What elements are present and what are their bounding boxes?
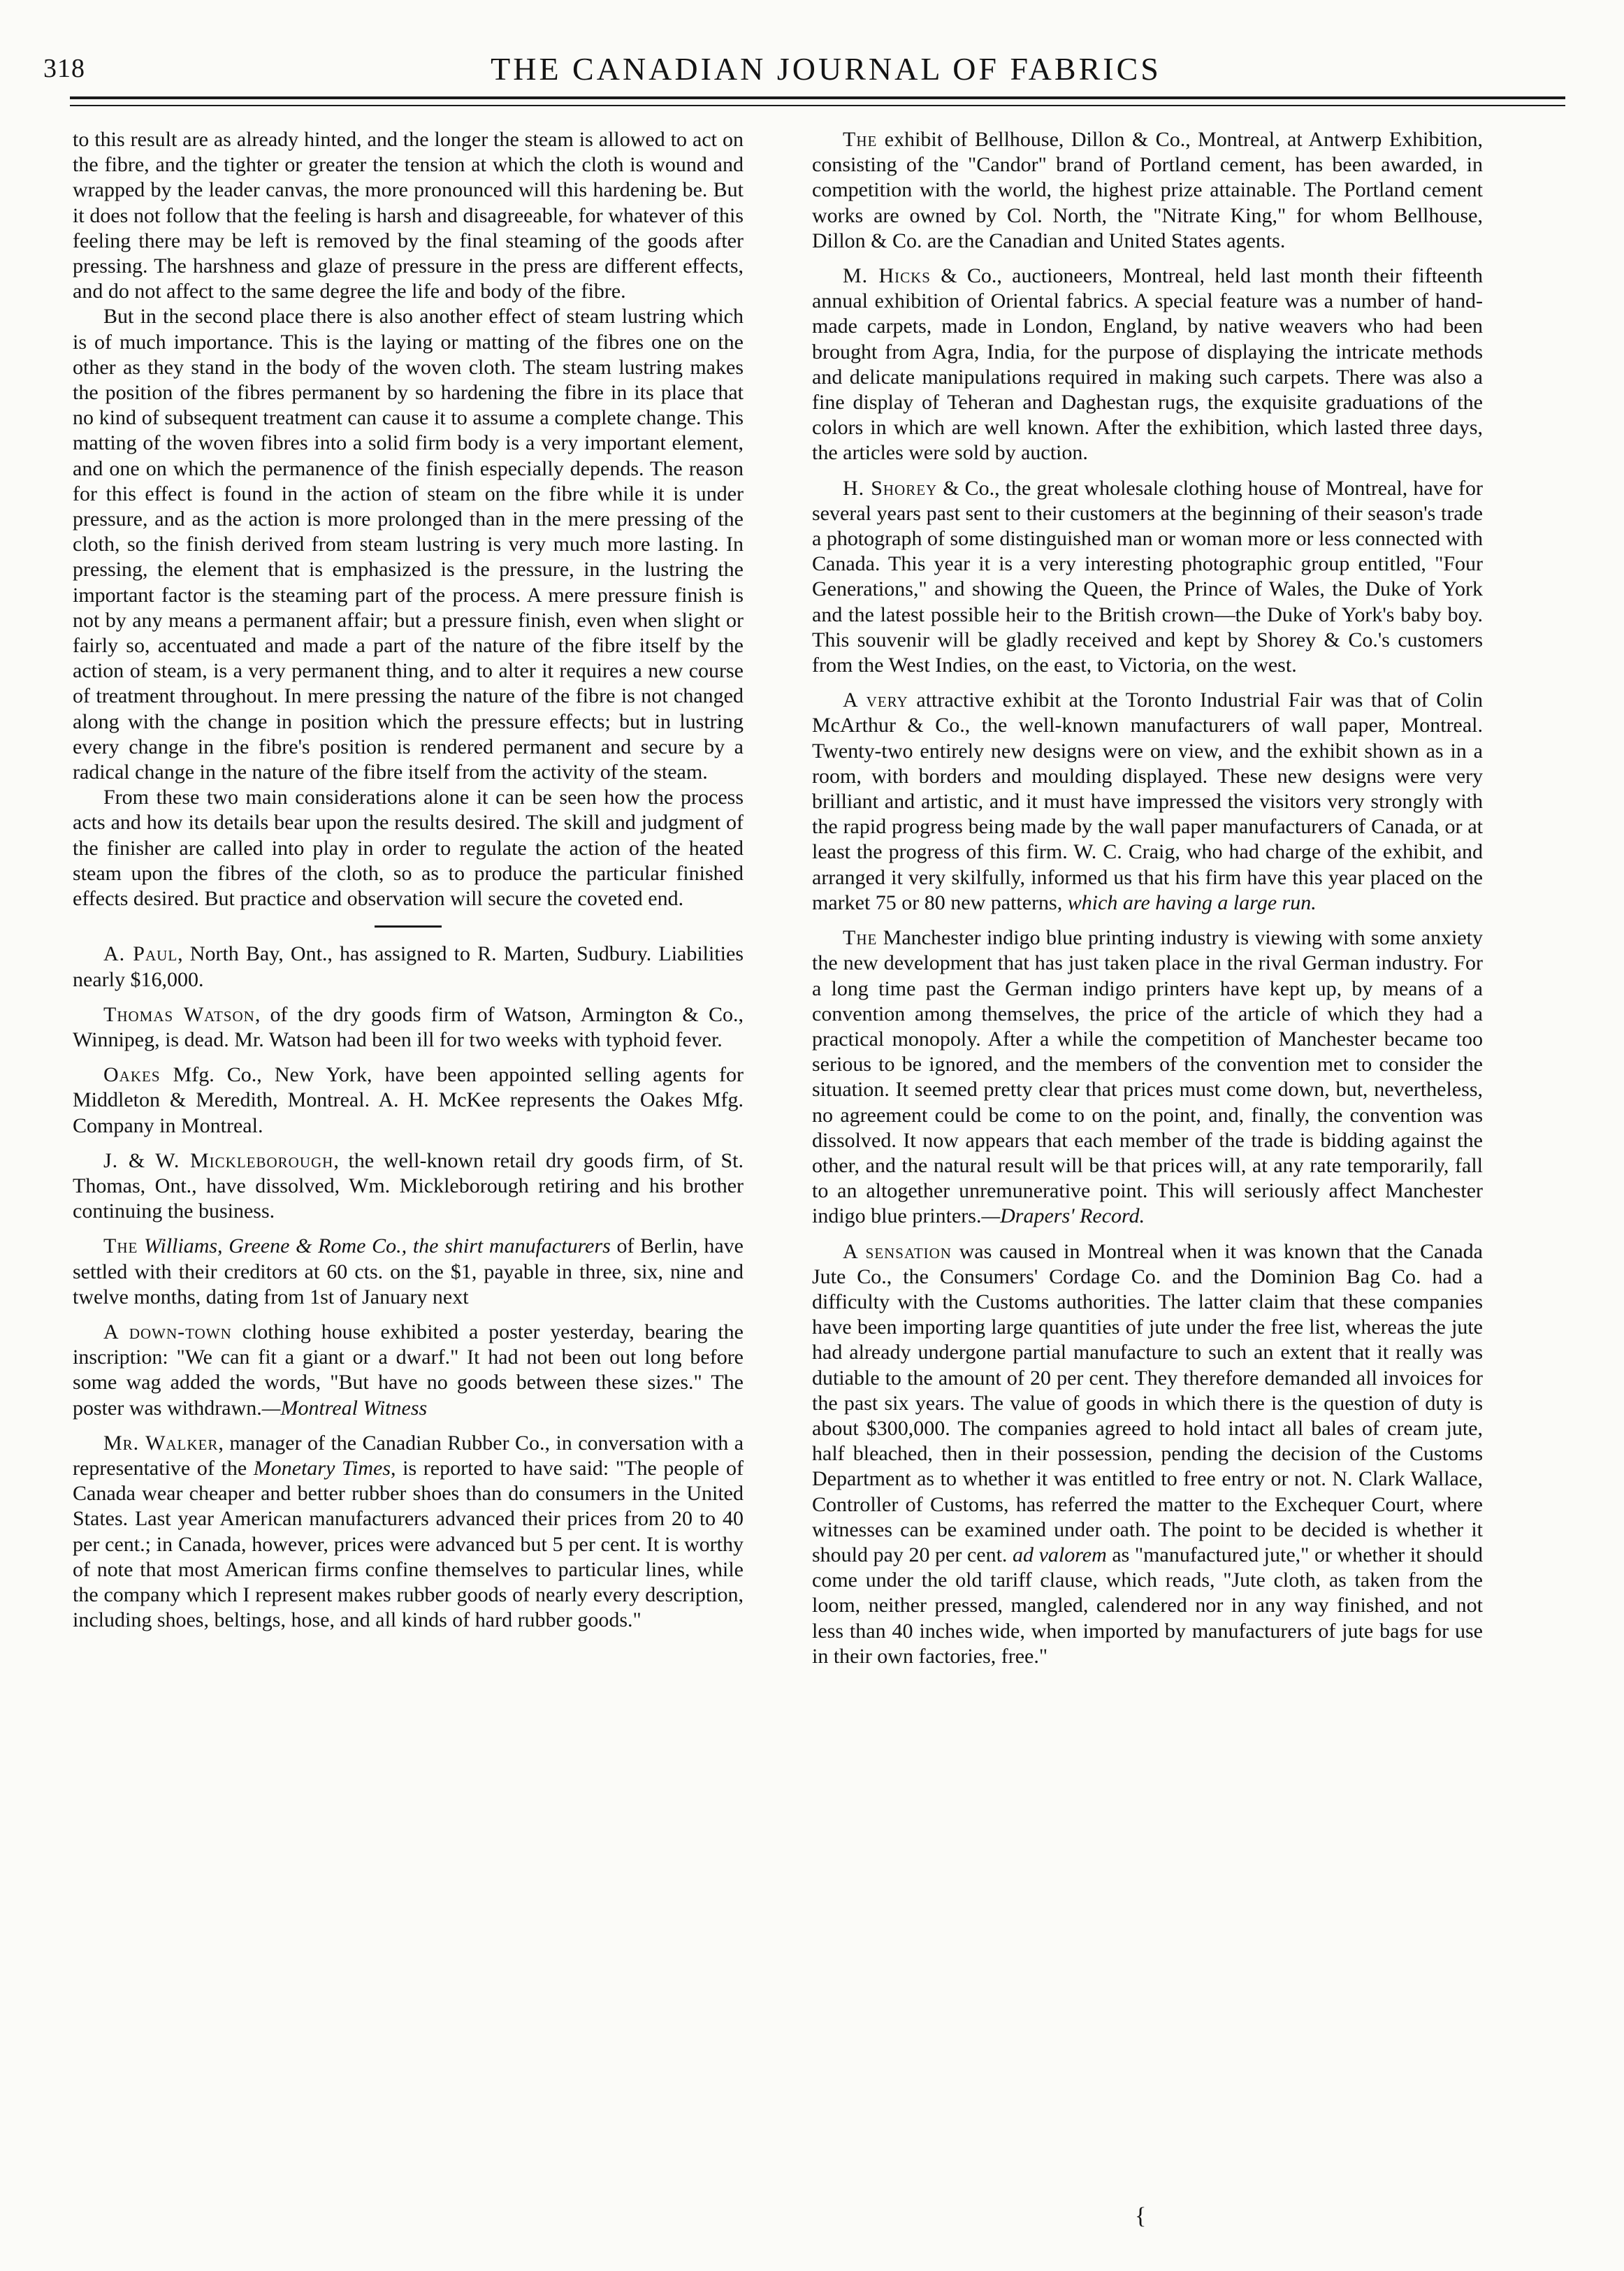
news-item-source: —Drapers' Record. xyxy=(981,1204,1145,1228)
article-paragraph: But in the second place there is also another effect of steam lustring which is of much importance. This is the laying or matting of the fibres one on the other as they stand in the body of the woven cloth. The steam lustring makes the position of the fibres permanent by so hardening the fibre in its place that no kind of subsequent treatment can cause it to assume a complete change. This matting of the woven fibres into a solid firm body is a very important element, and one on which the permanence of the finish especially depends. The reason for this effect is found in the action of steam on the fibre while it is under pressure, and as the action is more prolonged than in the mere pressing of the cloth, so the finish derived from steam lustring is very much more lasting. In pressing, the element that is emphasized is the pressure, in the lustring the important factor is the steaming part of the process. A mere pressure finish is not by any means a permanent affair; but a pressure finish, even when slight or fairly so, accentuated and made a part of the nature of the fibre itself by the action of steam, is a very permanent thing, and to alter it requires a new course of treatment throughout. In mere pressing the nature of the fibre is not changed along with the change in position which the pressure effects; but in lustring every change in the fibre's position is rendered permanent and secure by a radical change in the nature of the fibre itself from the activity of the steam. xyxy=(73,305,744,784)
footer-mark: { xyxy=(1135,2203,1147,2229)
news-item-manchester xyxy=(812,925,1483,1229)
news-item-shorey xyxy=(812,476,1483,679)
news-item-text: & Co., the great wholesale clothing house of Montreal, have for several years past sent to their customers at the beginning of their season's trade a photograph of some distinguished man or woman more or less connected with Canada. This year it is a very interesting photographic group entitled, "Four Generations," and showing the Queen, the Prince of Wales, the Duke of York and the latest possible heir to the British crown—the Duke of York's baby boy. This souvenir will be gladly received and kept by Shorey & Co.'s customers from the West Indies, on the east, to Victoria, on the west. xyxy=(812,476,1483,677)
news-item-italic: Monetary Times xyxy=(253,1456,391,1480)
news-item-walker xyxy=(73,1431,744,1634)
news-item-text: attractive exhibit at the Toronto Industrial Fair was that of Colin McArthur & Co., the well-known manufacturers of wall paper, Montreal. Twenty-two entirely new designs were on view, and the exhibit shown as in a room, with borders and moulding displayed. These new designs were very brilliant and artistic, and it must have impressed the visitors very strongly with the rapid progress being made by the wall paper manufacturers of Canada, or at least the progress of this firm. W. C. Craig, who had charge of the exhibit, and arranged it very skilfully, informed us that his firm have this year placed on the market 75 or 80 new patterns, xyxy=(812,688,1483,914)
news-item-lead: J. & W. Mickleborough xyxy=(103,1148,334,1172)
news-item-text: , manager of the Canadian Rubber Co., in conversation with a representative of the xyxy=(73,1431,744,1480)
news-item-lead: Mr. Walker xyxy=(103,1431,219,1455)
news-item-text: & Co., auctioneers, Montreal, held last month their fifteenth annual exhibition of Oriental fabrics. A special feature was a number of hand-made carpets, made in London, England, by native weavers who had been brought from Agra, India, for the purpose of displaying the intricate methods and delicate manipulations required in making such carpets. There was also a fine display of Teheran and Daghestan rugs, the exquisite graduations of the colors in which are well known. After the exhibition, which lasted three days, the articles were sold by auction. xyxy=(812,264,1483,465)
news-item-text: , is reported to have said: "The people of Canada wear cheaper and better rubber shoes than do consumers in the United States. Last year American manufacturers advanced their prices from 20 to 40 per cent.; in Canada, however, prices were advanced but 5 per cent. It is worthy of note that most American firms confine themselves to particular lines, while the company which I represent makes rubber goods of nearly every description, including shoes, beltings, hose, and all kinds of hard rubber goods." xyxy=(73,1456,744,1632)
journal-title: THE CANADIAN JOURNAL OF FABRICS xyxy=(491,51,1161,87)
news-item-text: Manchester indigo blue printing industry is viewing with some anxiety the new development that has just taken place in the rival German industry. For a long time past the German indigo printers have kept up, by means of a convention among themselves, the price of the article of which they had a practical monopoly. After a while the competition of Manchester became too serious to be ignored, and the members of the convention met to consider the situation. It seemed pretty clear that prices must come down, but, nevertheless, no agreement could be come to on the point, and, finally, the convention was dissolved. It now appears that each member of the trade is bidding against the other, and the natural result will be that prices will, at any rate temporarily, fall to an altogether unremunerative point. This will seriously affect Manchester indigo blue printers. xyxy=(812,926,1483,1228)
news-item-paul xyxy=(73,942,744,992)
news-item-lead: A very xyxy=(843,688,908,712)
news-item-lead: Thomas Watson xyxy=(103,1002,255,1026)
news-item-mcarthur xyxy=(812,688,1483,916)
news-item-text: exhibit of Bellhouse, Dillon & Co., Montreal, at Antwerp Exhibition, consisting of the "Candor" brand of Portland cement, has been awarded, in competition with the world, the highest prize attainable. The Portland cement works are owned by Col. North, the "Nitrate King," for whom Bellhouse, Dillon & Co. are the Canadian and United States agents. xyxy=(812,128,1483,252)
news-item-text: , North Bay, Ont., has assigned to R. Marten, Sudbury. Liabilities nearly $16,000. xyxy=(73,942,744,991)
news-item-italic: which are having a large run. xyxy=(1062,891,1317,914)
news-item-text: of Berlin, have settled with their creditors at 60 cts. on the $1, payable in three, six, nine and twelve months, dating from 1st of January next xyxy=(73,1234,744,1308)
news-item-text: Mfg. Co., New York, have been appointed selling agents for Middleton & Meredith, Montreal. A. H. McKee represents the Oakes Mfg. Company in Montreal. xyxy=(73,1063,744,1137)
news-item-text: clothing house exhibited a poster yesterday, bearing the inscription: "We can fit a giant or a dwarf." It had not been out long before some wag added the words, "But have no goods between these sizes." The poster was withdrawn. xyxy=(73,1320,744,1420)
header-rule-thick xyxy=(70,96,1565,99)
news-item-lead: M. Hicks xyxy=(843,264,931,288)
page-number: 318 xyxy=(43,54,85,83)
left-column xyxy=(73,127,744,2224)
article-continuation-paragraph: to this result are as already hinted, and the longer the steam is allowed to act on the fibre, and the tighter or greater the tension at which the cloth is wound and wrapped by the leader canvas, the more pronounced will this hardening be. But it does not follow that the feeling is harsh and disagreeable, for whatever of this feeling there may be left is removed by the final steaming of the goods after pressing. The harshness and glaze of pressure in the press are different effects, and do not affect to the same degree the life and body of the fibre. xyxy=(73,128,744,303)
news-item-text: , the well-known retail dry goods firm, of St. Thomas, Ont., have dissolved, Wm. Mickleborough retiring and his brother continuing the business. xyxy=(73,1148,744,1223)
news-item-source: —Montreal Witness xyxy=(261,1396,428,1420)
news-item-hicks xyxy=(812,264,1483,466)
section-divider xyxy=(375,925,442,928)
news-item-bellhouse xyxy=(812,127,1483,254)
news-item-watson xyxy=(73,1002,744,1053)
news-item-lead: Oakes xyxy=(103,1063,161,1087)
news-item-text: was caused in Montreal when it was known that the Canada Jute Co., the Consumers' Cordage Co. and the Dominion Bag Co. had a difficulty with the Customs authorities. The latter claim that these companies have been importing large quantities of jute under the free list, whereas the jute had already undergone partial manufacture to such an extent that it really was dutiable to the amount of 20 per cent. They therefore demanded all invoices for the past six years. The value of goods in which there is the question of duty is about $300,000. The companies agreed to hold intact all bales of cream jute, half bleached, then in their possession, pending the decision of the Customs Department as to whether it was entitled to free entry or not. N. Clark Wallace, Controller of Customs, has referred the matter to the Exchequer Court, where witnesses can be examined under oath. The point to be decided is whether it should pay 20 per cent. xyxy=(812,1239,1483,1566)
news-item-lead: H. Shorey xyxy=(843,476,938,500)
news-item-mickleborough xyxy=(73,1148,744,1225)
right-column xyxy=(812,127,1483,2224)
news-item-lead: The xyxy=(103,1234,138,1258)
header-rule-thin xyxy=(70,105,1565,106)
news-item-sensation xyxy=(812,1239,1483,1669)
news-item-lead: A down-town xyxy=(103,1320,232,1343)
news-item-text: as "manufactured jute," or whether it should come under the old tariff clause, which reads, "Jute cloth, as taken from the loom, neither pressed, mangled, calendered nor in any way finished, and not less than 40 inches wide, when imported by manufacturers of jute bags for use in their own factories, free." xyxy=(812,1543,1483,1668)
article-paragraph: From these two main considerations alone it can be seen how the process acts and how its details bear upon the results desired. The skill and judgment of the finisher are called into play in order to regulate the action of the heated steam upon the fibres of the cloth, so as to produce the particular finished effects desired. But practice and observation will secure the coveted end. xyxy=(73,786,744,911)
news-item-lead: The xyxy=(843,926,878,950)
news-item-italic: ad valorem xyxy=(1013,1543,1107,1566)
news-item-oakes xyxy=(73,1062,744,1139)
news-item-lead: A sensation xyxy=(843,1239,952,1263)
news-item-williams xyxy=(73,1234,744,1310)
news-item-lead: A. Paul xyxy=(103,942,178,966)
news-item-text: , of the dry goods firm of Watson, Armington & Co., Winnipeg, is dead. Mr. Watson had been ill for two weeks with typhoid fever. xyxy=(73,1002,744,1051)
news-item-downtown xyxy=(73,1320,744,1421)
news-item-italic: Williams, Greene & Rome Co., the shirt manufacturers xyxy=(138,1234,611,1258)
news-item-lead: The xyxy=(843,128,878,151)
